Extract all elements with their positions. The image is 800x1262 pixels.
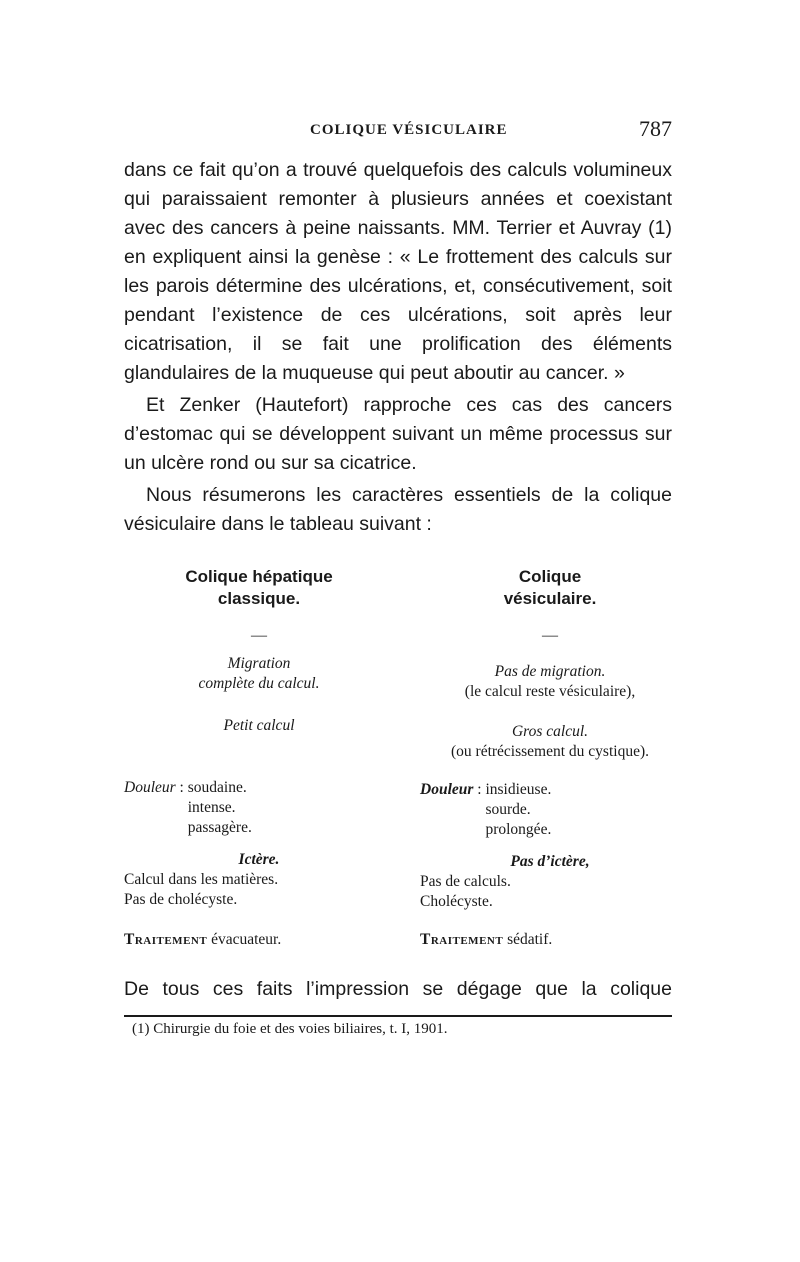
hepatic-migration-line2: complète du calcul. xyxy=(198,675,320,692)
column-vesicular-title: Colique xyxy=(518,567,582,586)
vesicular-stones: Pas de calculs. xyxy=(420,873,511,890)
hepatic-icterus: Ictère. xyxy=(238,851,280,868)
column-vesicular-dash: — xyxy=(542,627,558,644)
comparison-table xyxy=(124,566,672,956)
hepatic-treatment-lead: Traitement xyxy=(124,931,208,948)
hepatic-icterus-block xyxy=(124,850,394,910)
vesicular-pain-2: sourde. xyxy=(485,801,531,818)
column-hepatic-title: Colique hépatique xyxy=(185,567,333,586)
hepatic-pain-label: Douleur xyxy=(124,779,176,796)
vesicular-size-line1: Gros calcul. xyxy=(511,723,589,740)
vesicular-treatment xyxy=(420,930,680,950)
hepatic-pain-1: soudaine. xyxy=(187,779,247,796)
footnote: (1) Chirurgie du foie et des voies biliaires, t. I, 1901. xyxy=(132,1021,448,1037)
column-hepatic-dash: — xyxy=(251,627,267,644)
hepatic-stones: Calcul dans les matières. xyxy=(124,871,279,888)
column-hepatic-head xyxy=(124,566,394,610)
hepatic-pain-sep: : xyxy=(175,779,188,796)
paragraph-1: dans ce fait qu’on a trouvé quelquefois des calculs volumineux qui paraissaient remonter à plusieurs années et coexistant avec des cancers à peine naissants. MM. Terrier et Auvray (1) en expliquent ainsi la genèse : « Le frottement des calculs sur les parois détermine des ulcérations, et, consécutivement, soit pendant l’existence de ces ulcérations, soit après leur cicatrisation, il se fait une prolification des éléments glandulaires de la muqueuse qui peut aboutir au cancer. » xyxy=(124,159,672,384)
column-vesicular-subtitle: vésiculaire. xyxy=(503,589,597,608)
vesicular-size-line2: (ou rétrécissement du cystique). xyxy=(451,743,649,760)
body-text xyxy=(124,156,672,539)
hepatic-pain xyxy=(124,778,394,838)
vesicular-pain-3: prolongée. xyxy=(485,821,552,838)
vesicular-pain-label: Douleur xyxy=(420,781,474,798)
continuation-line: De tous ces faits l’impression se dégage que la colique xyxy=(124,978,672,1000)
vesicular-migration-line1: Pas de migration. xyxy=(494,663,606,680)
paragraph-3: Nous résumerons les caractères essentiels de la colique vésiculaire dans le tableau suivant : xyxy=(124,484,672,535)
hepatic-gallbladder: Pas de cholécyste. xyxy=(124,891,238,908)
column-hepatic xyxy=(124,566,394,948)
column-hepatic-subtitle: classique. xyxy=(217,589,301,608)
vesicular-pain xyxy=(420,780,680,840)
hepatic-size: Petit calcul xyxy=(223,717,295,734)
hepatic-treatment xyxy=(124,930,394,950)
running-head xyxy=(124,118,672,148)
paragraph-2: Et Zenker (Hautefort) rapproche ces cas des cancers d’estomac qui se développent suivant un même processus sur un ulcère rond ou sur sa cicatrice. xyxy=(124,394,672,474)
column-vesicular-head xyxy=(420,566,680,610)
vesicular-pain-sep: : xyxy=(473,781,486,798)
hepatic-migration-line1: Migration xyxy=(227,655,291,672)
vesicular-migration xyxy=(420,662,680,702)
column-vesicular xyxy=(420,566,680,948)
page-number: 787 xyxy=(639,116,672,141)
hepatic-migration xyxy=(124,654,394,694)
hepatic-pain-2: intense. xyxy=(187,799,236,816)
hepatic-treatment-rest: évacuateur. xyxy=(207,931,282,948)
footnote-rule xyxy=(124,1015,672,1017)
vesicular-treatment-lead: Traitement xyxy=(420,931,504,948)
vesicular-icterus: Pas d’ictère, xyxy=(510,853,590,870)
vesicular-pain-1: insidieuse. xyxy=(485,781,552,798)
running-head-title: COLIQUE VÉSICULAIRE xyxy=(310,122,508,138)
vesicular-treatment-rest: sédatif. xyxy=(503,931,553,948)
vesicular-migration-line2: (le calcul reste vésiculaire), xyxy=(464,683,636,700)
vesicular-gallbladder: Cholécyste. xyxy=(420,893,493,910)
vesicular-size xyxy=(420,722,680,762)
hepatic-pain-3: passagère. xyxy=(187,819,252,836)
vesicular-icterus-block xyxy=(420,852,680,912)
